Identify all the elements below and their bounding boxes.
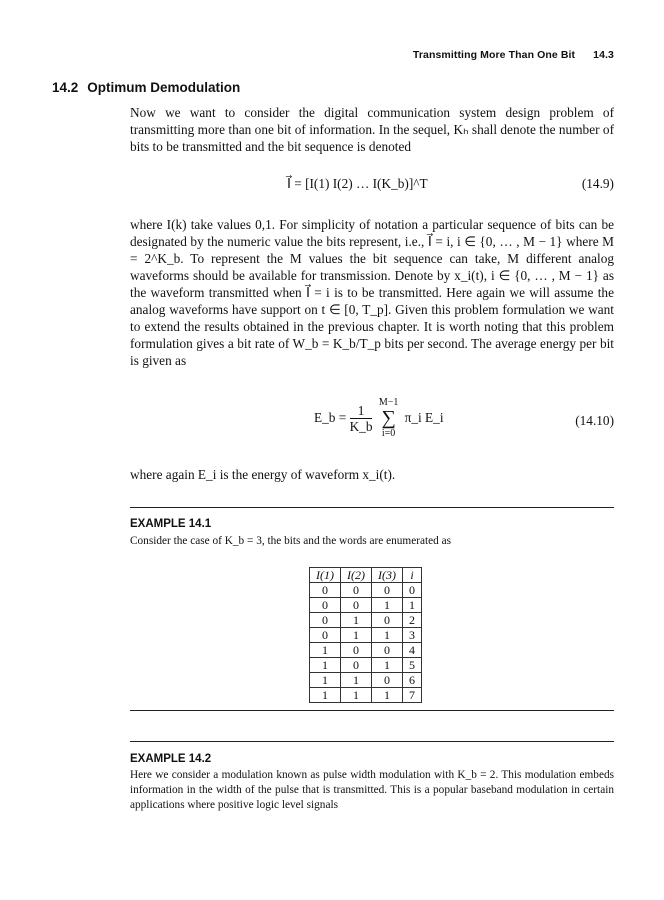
example-14-1-text: Consider the case of K_b = 3, the bits and the words are enumerated as bbox=[130, 535, 452, 547]
table-row bbox=[310, 583, 422, 598]
table-cell: 7 bbox=[403, 688, 422, 703]
table-row bbox=[310, 598, 422, 613]
table-cell: 0 bbox=[403, 583, 422, 598]
bit-table-wrapper bbox=[309, 567, 422, 703]
table-cell: 0 bbox=[341, 598, 372, 613]
running-title: Transmitting More Than One Bit bbox=[412, 49, 576, 61]
table-cell: 4 bbox=[403, 643, 422, 658]
section-heading bbox=[52, 80, 240, 95]
table-cell: 1 bbox=[310, 673, 341, 688]
eq-14-10-fraction bbox=[350, 403, 373, 434]
paragraph-energy-text: where again E_i is the energy of waveform x_i(t). bbox=[130, 467, 396, 482]
table-cell: 5 bbox=[403, 658, 422, 673]
table-cell: 2 bbox=[403, 613, 422, 628]
sigma-icon: ∑ bbox=[381, 407, 396, 429]
table-cell: 1 bbox=[310, 643, 341, 658]
table-cell: 0 bbox=[310, 613, 341, 628]
table-row bbox=[310, 613, 422, 628]
example-top-rule bbox=[130, 507, 614, 508]
table-row bbox=[310, 673, 422, 688]
table-row bbox=[310, 658, 422, 673]
paragraph-energy bbox=[130, 466, 614, 483]
eq-14-10-numerator: 1 bbox=[350, 403, 373, 419]
eq-14-10-summand: π_i E_i bbox=[404, 410, 444, 425]
eq-14-10-denominator: K_b bbox=[349, 418, 373, 434]
table-cell: 1 bbox=[341, 688, 372, 703]
example-14-2-text: Here we consider a modulation known as pulse width modulation with K_b = 2. This modulation embeds information in the width of the pulse that is transmitted. This is a popular baseband modulation in certain applications where positive logic level signals bbox=[130, 769, 614, 811]
example-14-1-body bbox=[130, 534, 614, 549]
table-cell: 1 bbox=[310, 658, 341, 673]
eq-14-10-sum bbox=[379, 397, 399, 439]
paragraph-intro bbox=[130, 104, 614, 155]
table-cell: 0 bbox=[310, 598, 341, 613]
table-cell: 1 bbox=[372, 628, 403, 643]
table-cell: 0 bbox=[372, 613, 403, 628]
table-row bbox=[310, 688, 422, 703]
table-header-cell: i bbox=[403, 568, 422, 583]
table-cell: 1 bbox=[372, 688, 403, 703]
equation-14-10 bbox=[314, 397, 444, 439]
section-title: Optimum Demodulation bbox=[87, 80, 241, 95]
table-header-row bbox=[310, 568, 422, 583]
table-cell: 0 bbox=[372, 643, 403, 658]
table-cell: 1 bbox=[341, 613, 372, 628]
example-2-top-rule bbox=[130, 741, 614, 742]
example-14-2-body bbox=[130, 768, 614, 813]
table-cell: 0 bbox=[372, 583, 403, 598]
eq-14-10-sum-upper: M−1 bbox=[378, 397, 399, 408]
table-header-cell: I(1) bbox=[310, 568, 341, 583]
table-cell: 1 bbox=[310, 688, 341, 703]
table-cell: 1 bbox=[403, 598, 422, 613]
table-cell: 0 bbox=[310, 583, 341, 598]
equation-14-9-number: (14.9) bbox=[581, 176, 614, 191]
equation-14-10-number: (14.10) bbox=[575, 413, 614, 428]
paragraph-definitions-text: where I(k) take values 0,1. For simplicity of notation a particular sequence of bits can be designated by the numeric value the bits represent, i.e., I⃗ = i, i ∈ {0, … , M − 1} where M = 2^K_b. To represent the M values the bit sequence can take, M different analog waveforms should be available for transmission. Denote by x_i(t), i ∈ {0, … , M − 1} as the waveform transmitted when I⃗ = i is to be transmitted. Here again we will assume the analog waveforms have support on t ∈ [0, T_p]. Given this problem formulation we want to extend the results obtained in the previous chapter. It is worth noting that this problem formulation gives a bit rate of W_b = K_b/T_p bits per second. The average energy per bit is given as bbox=[130, 217, 614, 368]
table-cell: 1 bbox=[372, 658, 403, 673]
table-header-cell: I(3) bbox=[372, 568, 403, 583]
example-bottom-rule bbox=[130, 710, 614, 711]
table-cell: 1 bbox=[372, 598, 403, 613]
table-cell: 0 bbox=[310, 628, 341, 643]
table-cell: 0 bbox=[341, 583, 372, 598]
eq-14-10-sum-lower: i=0 bbox=[381, 428, 396, 439]
table-row bbox=[310, 643, 422, 658]
paragraph-intro-text: Now we want to consider the digital communication system design problem of transmitting more than one bit of information. In the sequel, Kₕ shall denote the number of bits to be transmitted and the bit sequence is denoted bbox=[130, 105, 614, 154]
table-cell: 6 bbox=[403, 673, 422, 688]
equation-14-9 bbox=[287, 176, 428, 192]
table-cell: 1 bbox=[341, 628, 372, 643]
example-14-1-heading: EXAMPLE 14.1 bbox=[130, 518, 212, 530]
table-row bbox=[310, 628, 422, 643]
table-header-cell: I(2) bbox=[341, 568, 372, 583]
table-cell: 0 bbox=[341, 658, 372, 673]
running-header bbox=[413, 49, 614, 61]
eq-14-10-lhs: E_b = bbox=[314, 410, 347, 425]
section-number: 14.2 bbox=[52, 80, 79, 95]
table-cell: 1 bbox=[341, 673, 372, 688]
equation-14-9-body: I⃗ = [I(1) I(2) … I(K_b)]^T bbox=[287, 176, 428, 191]
header-section-number: 14.3 bbox=[593, 49, 614, 61]
paragraph-definitions bbox=[130, 216, 614, 369]
table-cell: 0 bbox=[372, 673, 403, 688]
table-cell: 0 bbox=[341, 643, 372, 658]
table-cell: 3 bbox=[403, 628, 422, 643]
bit-enumeration-table bbox=[309, 567, 422, 703]
example-14-2-heading: EXAMPLE 14.2 bbox=[130, 753, 212, 765]
